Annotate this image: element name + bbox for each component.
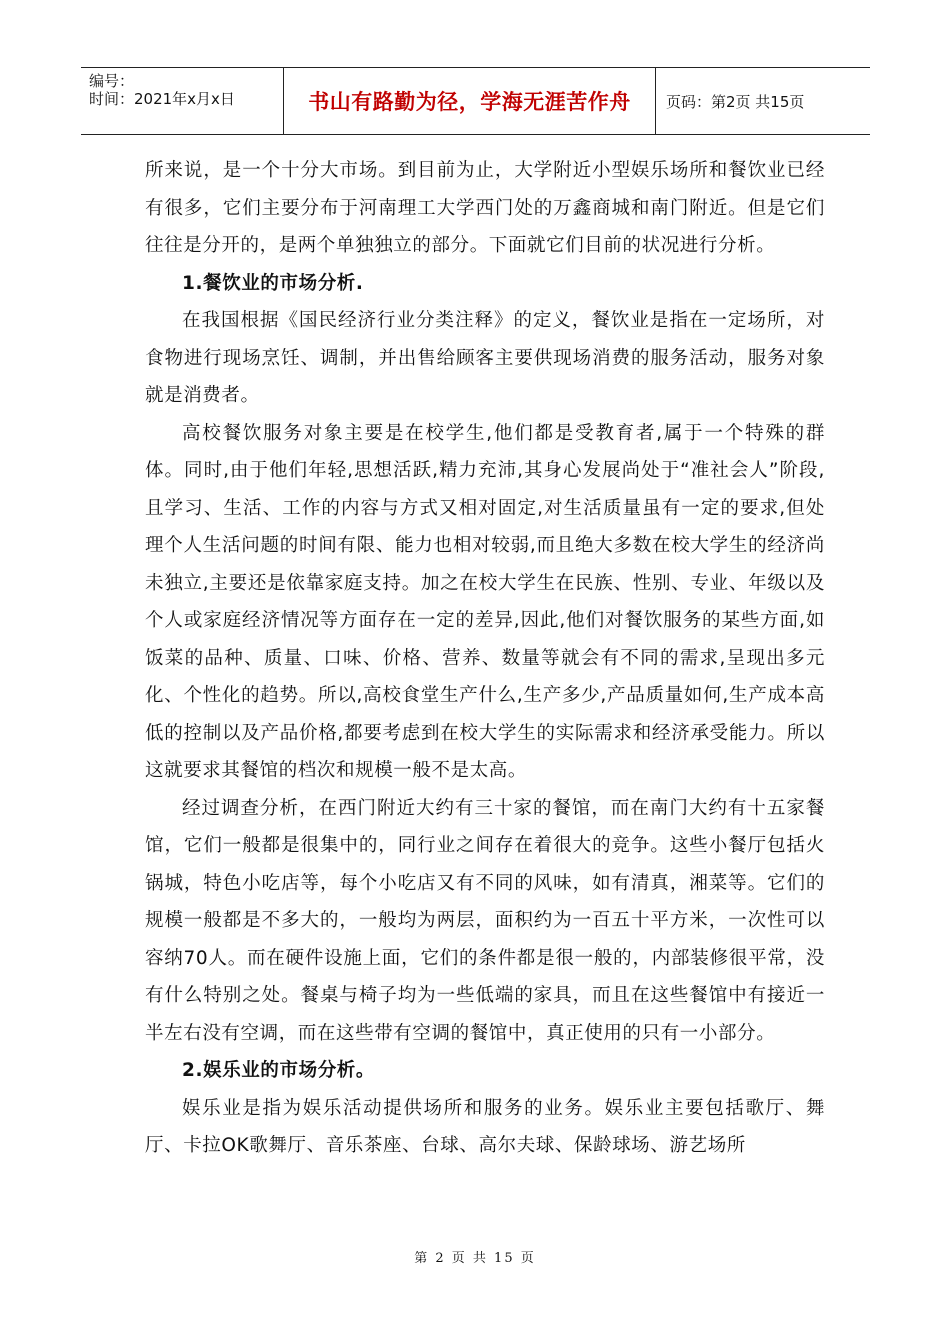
paragraph: 高校餐饮服务对象主要是在校学生,他们都是受教育者,属于一个特殊的群体。同时,由于他们年轻,思想活跃,精力充沛,其身心发展尚处于“准社会人”阶段,且学习、生活、工作的内容与方式又相对固定,对生活质量虽有一定的要求,但处理个人生活问题的时间有限、能力也相对较弱,而且绝大多数在校大学生的经济尚未独立,主要还是依靠家庭支持。加之在校大学生在民族、性别、专业、年级以及个人或家庭经济情况等方面存在一定的差异,因此,他们对餐饮服务的某些方面,如饭菜的品种、质量、口味、价格、营养、数量等就会有不同的需求,呈现出多元化、个性化的趋势。所以,高校食堂生产什么,生产多少,产品质量如何,生产成本高低的控制以及产品价格,都要考虑到在校大学生的实际需求和经济承受能力。所以这就要求其餐馆的档次和规模一般不是太高。 xyxy=(145,422,825,781)
paragraph: 娱乐业是指为娱乐活动提供场所和服务的业务。娱乐业主要包括歌厅、舞厅、卡拉OK歌舞厅、音乐茶座、台球、高尔夫球、保龄球场、游艺场所 xyxy=(145,1097,825,1156)
paragraph: 所来说，是一个十分大市场。到目前为止，大学附近小型娱乐场所和餐饮业已经有很多，它们主要分布于河南理工大学西门处的万鑫商城和南门附近。但是它们往往是分开的，是两个单独独立的部分。下面就它们目前的状况进行分析。 xyxy=(145,160,825,256)
header-meta-cell xyxy=(81,68,284,134)
paragraph: 在我国根据《国民经济行业分类注释》的定义，餐饮业是指在一定场所，对食物进行现场烹饪、调制，并出售给顾客主要供现场消费的服务活动，服务对象就是消费者。 xyxy=(145,310,825,406)
serial-number-label: 编号： xyxy=(89,72,135,90)
header-page-cell xyxy=(656,68,870,134)
section-heading-entertainment: 2.娱乐业的市场分析。 xyxy=(182,1060,376,1081)
paragraph: 经过调查分析，在西门附近大约有三十家的餐馆，而在南门大约有十五家餐馆，它们一般都是很集中的，同行业之间存在着很大的竞争。这些小餐厅包括火锅城，特色小吃店等，每个小吃店又有不同的风味，如有清真，湘菜等。它们的规模一般都是不多大的，一般均为两层，面积约为一百五十平方米，一次性可以容纳70人。而在硬件设施上面，它们的条件都是很一般的，内部装修很平常，没有什么特别之处。餐桌与椅子均为一些低端的家具，而且在这些餐馆中有接近一半左右没有空调，而在这些带有空调的餐馆中，真正使用的只有一小部分。 xyxy=(145,797,825,1044)
page-footer: 第 2 页 共 15 页 xyxy=(414,1251,536,1266)
header-motto-cell xyxy=(284,68,656,134)
document-body xyxy=(145,152,825,1165)
date-label: 时间：2021年x月x日 xyxy=(89,90,235,108)
motto-text: 书山有路勤为径，学海无涯苦作舟 xyxy=(308,90,631,114)
page-number-label: 页码：第2页 共15页 xyxy=(666,92,805,111)
document-header xyxy=(81,67,870,135)
section-heading-catering: 1.餐饮业的市场分析. xyxy=(182,272,364,294)
